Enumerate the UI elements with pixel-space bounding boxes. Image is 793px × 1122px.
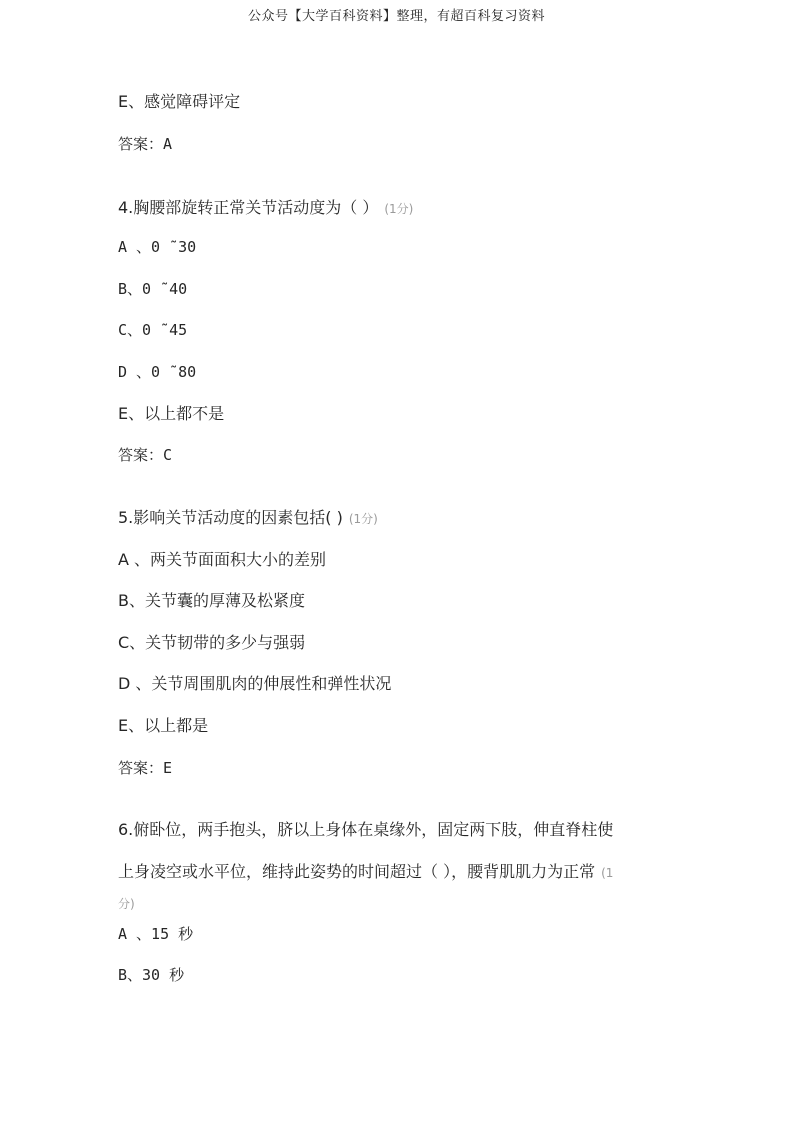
q5-option-c: C、关节韧带的多少与强弱 — [118, 633, 306, 652]
q4-answer: 答案：C — [118, 446, 173, 464]
q4-option-a: A 、0 ˜30 — [118, 238, 197, 256]
q4-option-c: C、0 ˜45 — [118, 321, 188, 339]
q6-question-line1: 6.俯卧位，两手抱头，脐以上身体在桌缘外，固定两下肢，伸直脊柱使 — [118, 820, 614, 839]
q4-option-d: D 、0 ˜80 — [118, 363, 197, 381]
q4-question-text: 4.胸腰部旋转正常关节活动度为（ ） — [118, 198, 379, 217]
q6-score-part1: (1 — [601, 866, 614, 880]
q5-option-b: B、关节囊的厚薄及松紧度 — [118, 591, 305, 610]
q5-score: (1分) — [348, 512, 378, 526]
q6-option-b: B、30 秒 — [118, 966, 185, 984]
page-header: 公众号【大学百科资料】整理，有超百科复习资料 — [247, 9, 545, 24]
q5-option-e: E、以上都是 — [118, 716, 209, 735]
q5-answer: 答案：E — [118, 759, 173, 777]
q4-question-row — [118, 198, 413, 219]
q3-option-e: E、感觉障碍评定 — [118, 92, 241, 111]
q6-option-a: A 、15 秒 — [118, 925, 194, 943]
q6-score-part2: 分) — [118, 897, 135, 911]
q4-score: (1分) — [384, 202, 414, 216]
q3-answer: 答案：A — [118, 135, 173, 153]
q4-option-b: B、0 ˜40 — [118, 280, 188, 298]
q6-question-line2: 上身凌空或水平位，维持此姿势的时间超过（ ），腰背肌肌力为正常 — [118, 862, 596, 881]
q5-question-text: 5.影响关节活动度的因素包括( ) — [118, 508, 343, 527]
q4-option-e: E、以上都不是 — [118, 404, 225, 423]
q5-question-row — [118, 508, 378, 529]
q6-question-line2-row — [118, 862, 613, 883]
q5-option-a: A 、两关节面面积大小的差别 — [118, 550, 327, 569]
q5-option-d: D 、关节周围肌肉的伸展性和弹性状况 — [118, 674, 392, 693]
